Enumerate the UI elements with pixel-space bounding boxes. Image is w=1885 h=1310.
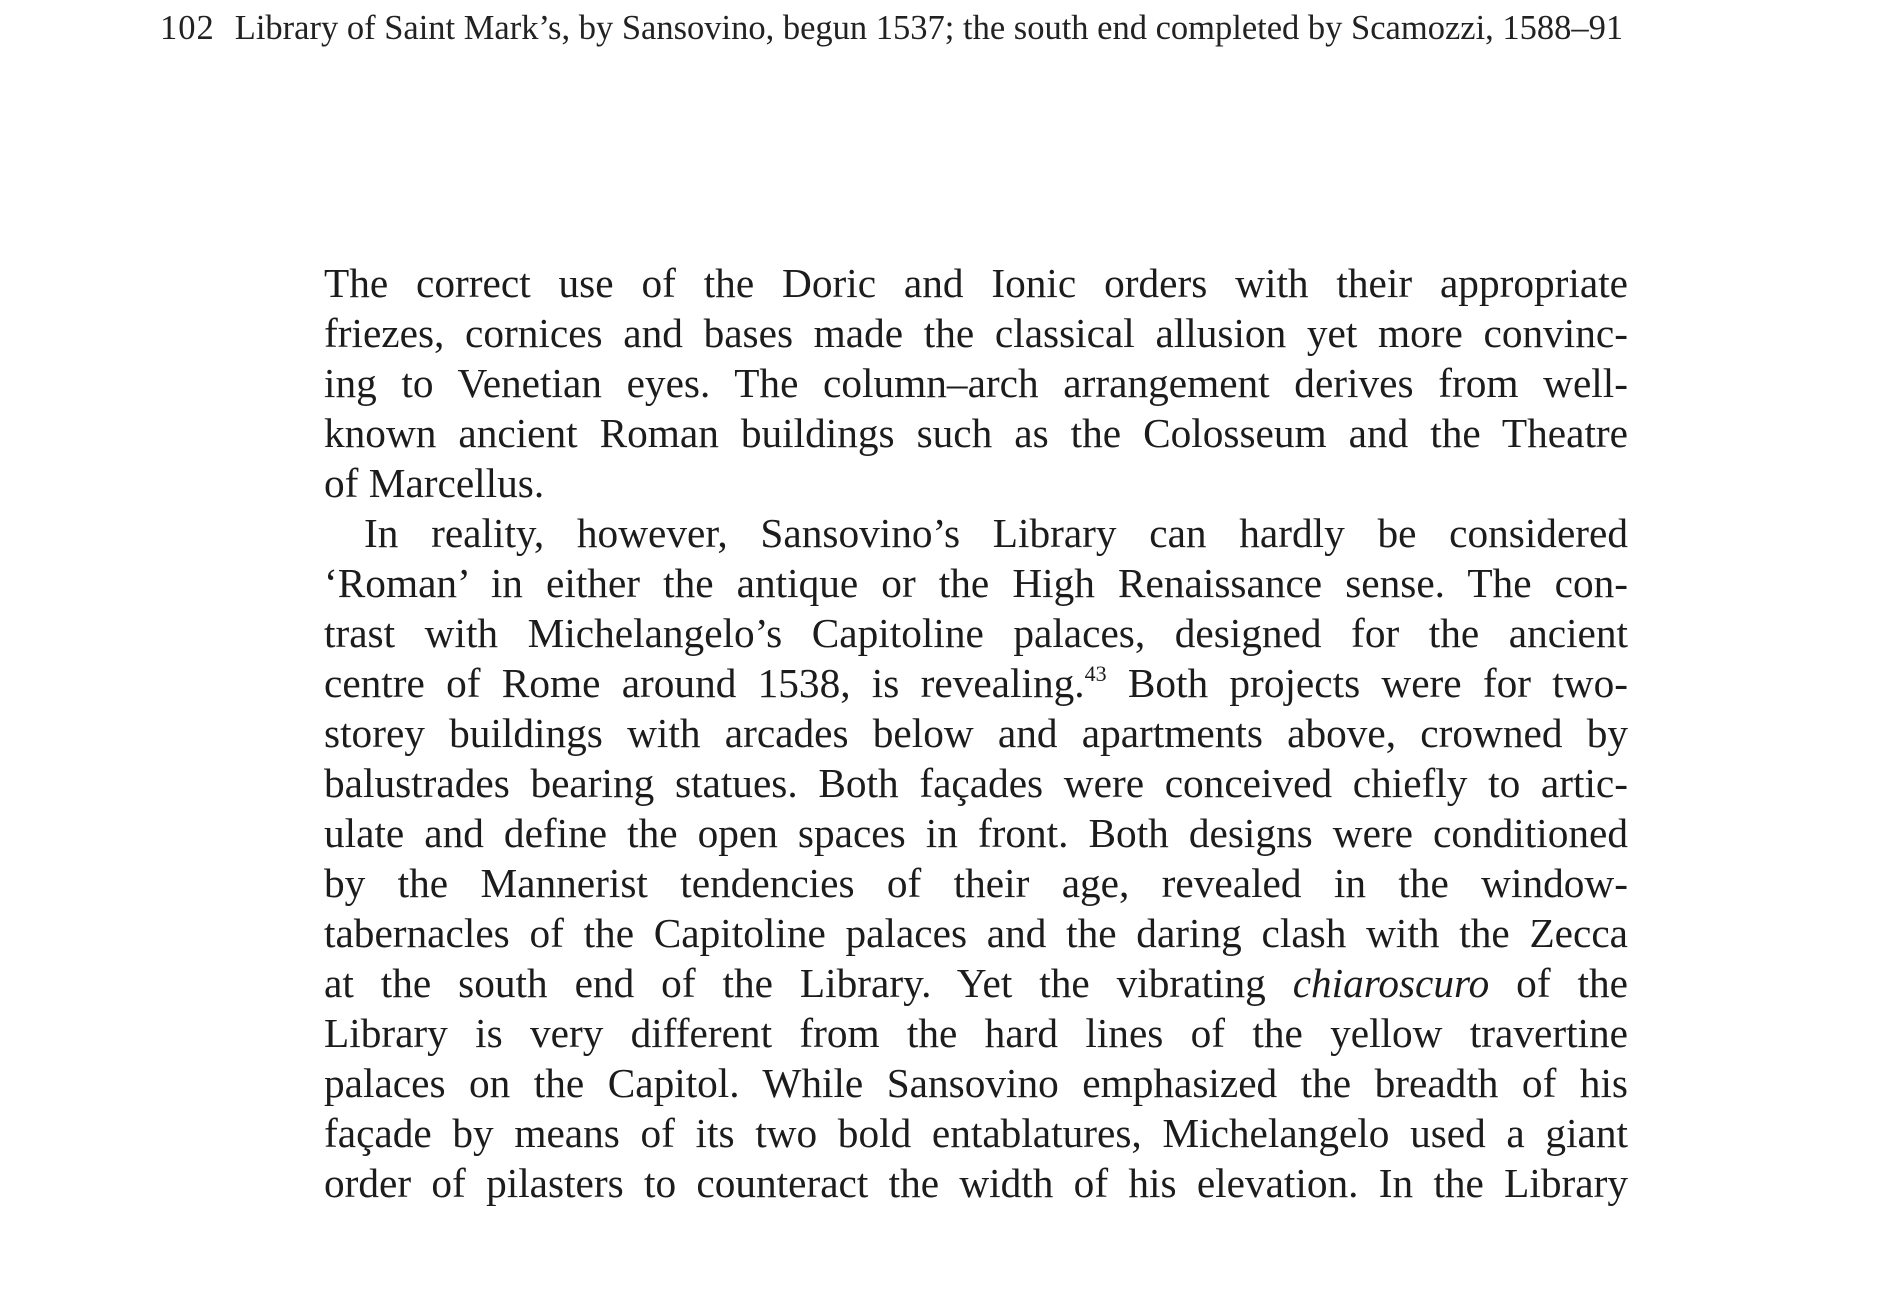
text-line: ing to Venetian eyes. The column–arch arrangement derives from well- [324, 360, 1628, 406]
text-line [324, 958, 1628, 1008]
text-line: palaces on the Capitol. While Sansovino emphasized the breadth of his [324, 1060, 1628, 1106]
text-line: trast with Michelangelo’s Capitoline palaces, designed for the ancient [324, 610, 1628, 656]
text-line: known ancient Roman buildings such as the Colosseum and the Theatre [324, 410, 1628, 456]
text-line: of Marcellus. [324, 460, 545, 506]
text-line: ‘Roman’ in either the antique or the High Renaissance sense. The con- [324, 560, 1628, 606]
paragraph-1 [324, 258, 1628, 508]
footnote-reference: 43 [1084, 661, 1107, 686]
text-segment: of the [1489, 960, 1628, 1006]
text-segment: at the south end of the Library. Yet the vibrating [324, 960, 1293, 1006]
text-segment: Both projects were for two- [1106, 660, 1628, 706]
figure-caption-text: Library of Saint Mark’s, by Sansovino, begun 1537; the south end completed by Scamozzi, 1588–91 [234, 9, 1624, 47]
text-line: tabernacles of the Capitoline palaces and the daring clash with the Zecca [324, 910, 1628, 956]
figure-number: 102 [160, 9, 215, 47]
text-line: façade by means of its two bold entablatures, Michelangelo used a giant [324, 1110, 1628, 1156]
figure-caption [160, 8, 1740, 48]
text-line: friezes, cornices and bases made the classical allusion yet more convinc- [324, 310, 1628, 356]
text-line: In reality, however, Sansovino’s Library can hardly be considered [364, 510, 1628, 556]
text-line [324, 658, 1628, 708]
text-line: storey buildings with arcades below and apartments above, crowned by [324, 710, 1628, 756]
text-line: ulate and define the open spaces in front. Both designs were conditioned [324, 810, 1628, 856]
body-text [324, 258, 1628, 1208]
paragraph-2 [324, 508, 1628, 1208]
text-line: The correct use of the Doric and Ionic orders with their appropriate [324, 260, 1628, 306]
text-line: Library is very different from the hard lines of the yellow travertine [324, 1010, 1628, 1056]
text-line: order of pilasters to counteract the width of his elevation. In the Library [324, 1160, 1628, 1206]
italic-term: chiaroscuro [1292, 960, 1490, 1006]
text-line: by the Mannerist tendencies of their age, revealed in the window- [324, 860, 1628, 906]
text-line: balustrades bearing statues. Both façades were conceived chiefly to artic- [324, 760, 1628, 806]
text-segment: centre of Rome around 1538, is revealing. [324, 660, 1085, 706]
